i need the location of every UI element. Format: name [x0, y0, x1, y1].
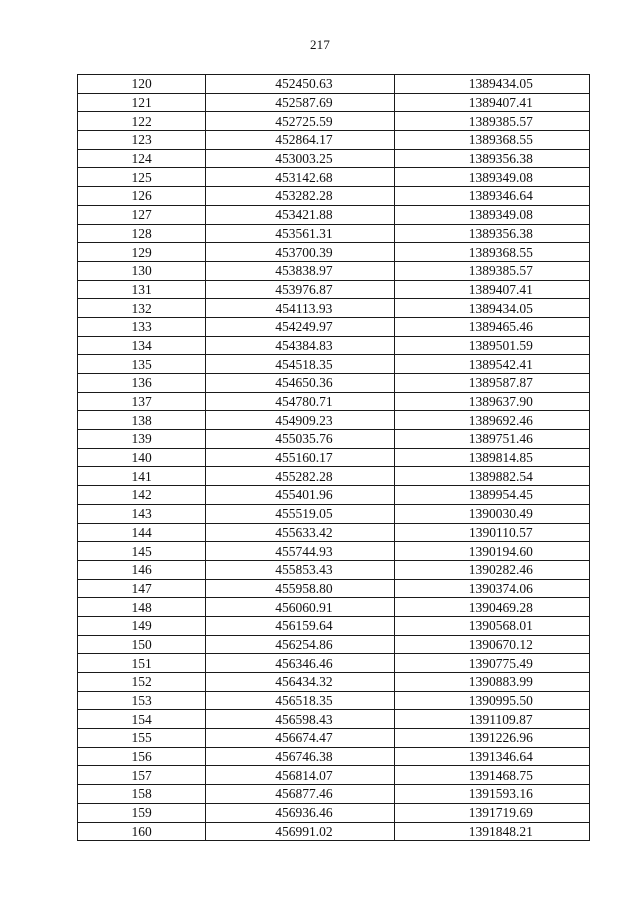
point-number-cell: 138 — [78, 411, 206, 430]
point-number-cell: 160 — [78, 822, 206, 841]
point-number-cell: 145 — [78, 542, 206, 561]
point-number-cell: 152 — [78, 673, 206, 692]
y-coordinate-cell: 1389407.41 — [394, 280, 589, 299]
y-coordinate-cell: 1390670.12 — [394, 635, 589, 654]
point-number-cell: 155 — [78, 729, 206, 748]
x-coordinate-cell: 455035.76 — [206, 430, 394, 449]
point-number-cell: 134 — [78, 336, 206, 355]
point-number-cell: 157 — [78, 766, 206, 785]
point-number-cell: 139 — [78, 430, 206, 449]
y-coordinate-cell: 1389882.54 — [394, 467, 589, 486]
table-row — [78, 616, 590, 635]
point-number-cell: 126 — [78, 187, 206, 206]
table-row — [78, 598, 590, 617]
x-coordinate-cell: 455633.42 — [206, 523, 394, 542]
table-row — [78, 448, 590, 467]
y-coordinate-cell: 1389385.57 — [394, 261, 589, 280]
y-coordinate-cell: 1391719.69 — [394, 803, 589, 822]
point-number-cell: 133 — [78, 317, 206, 336]
table-row — [78, 560, 590, 579]
point-number-cell: 121 — [78, 93, 206, 112]
y-coordinate-cell: 1390995.50 — [394, 691, 589, 710]
x-coordinate-cell: 454780.71 — [206, 392, 394, 411]
x-coordinate-cell: 452725.59 — [206, 112, 394, 131]
point-number-cell: 124 — [78, 149, 206, 168]
y-coordinate-cell: 1389349.08 — [394, 205, 589, 224]
y-coordinate-cell: 1390030.49 — [394, 504, 589, 523]
point-number-cell: 131 — [78, 280, 206, 299]
table-row — [78, 280, 590, 299]
y-coordinate-cell: 1391226.96 — [394, 729, 589, 748]
x-coordinate-cell: 453700.39 — [206, 243, 394, 262]
table-row — [78, 654, 590, 673]
y-coordinate-cell: 1390110.57 — [394, 523, 589, 542]
y-coordinate-cell: 1389501.59 — [394, 336, 589, 355]
table-row — [78, 785, 590, 804]
x-coordinate-cell: 454249.97 — [206, 317, 394, 336]
x-coordinate-cell: 456254.86 — [206, 635, 394, 654]
y-coordinate-cell: 1390568.01 — [394, 616, 589, 635]
x-coordinate-cell: 456346.46 — [206, 654, 394, 673]
table-row — [78, 486, 590, 505]
table-row — [78, 187, 590, 206]
page-number: 217 — [309, 37, 331, 52]
x-coordinate-cell: 456060.91 — [206, 598, 394, 617]
point-number-cell: 142 — [78, 486, 206, 505]
y-coordinate-cell: 1389751.46 — [394, 430, 589, 449]
table-row — [78, 467, 590, 486]
y-coordinate-cell: 1389349.08 — [394, 168, 589, 187]
point-number-cell: 158 — [78, 785, 206, 804]
x-coordinate-cell: 456936.46 — [206, 803, 394, 822]
x-coordinate-cell: 453282.28 — [206, 187, 394, 206]
x-coordinate-cell: 456814.07 — [206, 766, 394, 785]
x-coordinate-cell: 454384.83 — [206, 336, 394, 355]
y-coordinate-cell: 1389346.64 — [394, 187, 589, 206]
table-row — [78, 747, 590, 766]
point-number-cell: 144 — [78, 523, 206, 542]
table-row — [78, 168, 590, 187]
table-row — [78, 149, 590, 168]
y-coordinate-cell: 1389637.90 — [394, 392, 589, 411]
table-row — [78, 691, 590, 710]
table-row — [78, 729, 590, 748]
point-number-cell: 150 — [78, 635, 206, 654]
point-number-cell: 143 — [78, 504, 206, 523]
point-number-cell: 140 — [78, 448, 206, 467]
table-row — [78, 112, 590, 131]
x-coordinate-cell: 456877.46 — [206, 785, 394, 804]
point-number-cell: 149 — [78, 616, 206, 635]
table-row — [78, 317, 590, 336]
table-row — [78, 243, 590, 262]
x-coordinate-cell: 455853.43 — [206, 560, 394, 579]
point-number-cell: 129 — [78, 243, 206, 262]
point-number-cell: 123 — [78, 131, 206, 150]
table-row — [78, 205, 590, 224]
y-coordinate-cell: 1389368.55 — [394, 243, 589, 262]
x-coordinate-cell: 456434.32 — [206, 673, 394, 692]
y-coordinate-cell: 1390775.49 — [394, 654, 589, 673]
table-row — [78, 411, 590, 430]
y-coordinate-cell: 1390374.06 — [394, 579, 589, 598]
table-row — [78, 336, 590, 355]
y-coordinate-cell: 1389465.46 — [394, 317, 589, 336]
y-coordinate-cell: 1389434.05 — [394, 299, 589, 318]
y-coordinate-cell: 1391109.87 — [394, 710, 589, 729]
table-row — [78, 504, 590, 523]
x-coordinate-cell: 456674.47 — [206, 729, 394, 748]
point-number-cell: 156 — [78, 747, 206, 766]
y-coordinate-cell: 1390194.60 — [394, 542, 589, 561]
point-number-cell: 136 — [78, 374, 206, 393]
x-coordinate-cell: 456518.35 — [206, 691, 394, 710]
table-row — [78, 542, 590, 561]
point-number-cell: 135 — [78, 355, 206, 374]
point-number-cell: 147 — [78, 579, 206, 598]
y-coordinate-cell: 1389356.38 — [394, 224, 589, 243]
table-row — [78, 261, 590, 280]
table-row — [78, 822, 590, 841]
x-coordinate-cell: 454518.35 — [206, 355, 394, 374]
table-row — [78, 299, 590, 318]
point-number-cell: 127 — [78, 205, 206, 224]
x-coordinate-cell: 456159.64 — [206, 616, 394, 635]
y-coordinate-cell: 1389385.57 — [394, 112, 589, 131]
table-row — [78, 75, 590, 94]
x-coordinate-cell: 453142.68 — [206, 168, 394, 187]
point-number-cell: 154 — [78, 710, 206, 729]
table-row — [78, 392, 590, 411]
x-coordinate-cell: 452864.17 — [206, 131, 394, 150]
table-row — [78, 710, 590, 729]
x-coordinate-cell: 455401.96 — [206, 486, 394, 505]
x-coordinate-cell: 456598.43 — [206, 710, 394, 729]
table-row — [78, 430, 590, 449]
x-coordinate-cell: 452450.63 — [206, 75, 394, 94]
y-coordinate-cell: 1390883.99 — [394, 673, 589, 692]
point-number-cell: 137 — [78, 392, 206, 411]
x-coordinate-cell: 455282.28 — [206, 467, 394, 486]
x-coordinate-cell: 453003.25 — [206, 149, 394, 168]
y-coordinate-cell: 1390469.28 — [394, 598, 589, 617]
y-coordinate-cell: 1391468.75 — [394, 766, 589, 785]
y-coordinate-cell: 1391593.16 — [394, 785, 589, 804]
y-coordinate-cell: 1391346.64 — [394, 747, 589, 766]
y-coordinate-cell: 1389356.38 — [394, 149, 589, 168]
point-number-cell: 130 — [78, 261, 206, 280]
point-number-cell: 132 — [78, 299, 206, 318]
x-coordinate-cell: 456991.02 — [206, 822, 394, 841]
point-number-cell: 153 — [78, 691, 206, 710]
point-number-cell: 125 — [78, 168, 206, 187]
table-row — [78, 93, 590, 112]
y-coordinate-cell: 1389954.45 — [394, 486, 589, 505]
y-coordinate-cell: 1389542.41 — [394, 355, 589, 374]
table-row — [78, 355, 590, 374]
point-number-cell: 122 — [78, 112, 206, 131]
table-row — [78, 224, 590, 243]
y-coordinate-cell: 1389407.41 — [394, 93, 589, 112]
point-number-cell: 151 — [78, 654, 206, 673]
y-coordinate-cell: 1389434.05 — [394, 75, 589, 94]
x-coordinate-cell: 452587.69 — [206, 93, 394, 112]
point-number-cell: 141 — [78, 467, 206, 486]
y-coordinate-cell: 1389692.46 — [394, 411, 589, 430]
table-row — [78, 766, 590, 785]
point-number-cell: 146 — [78, 560, 206, 579]
x-coordinate-cell: 453838.97 — [206, 261, 394, 280]
x-coordinate-cell: 455744.93 — [206, 542, 394, 561]
table-row — [78, 131, 590, 150]
x-coordinate-cell: 453976.87 — [206, 280, 394, 299]
coordinates-table — [77, 74, 590, 841]
point-number-cell: 128 — [78, 224, 206, 243]
table-row — [78, 673, 590, 692]
x-coordinate-cell: 453421.88 — [206, 205, 394, 224]
y-coordinate-cell: 1391848.21 — [394, 822, 589, 841]
x-coordinate-cell: 454909.23 — [206, 411, 394, 430]
table-row — [78, 374, 590, 393]
x-coordinate-cell: 456746.38 — [206, 747, 394, 766]
x-coordinate-cell: 453561.31 — [206, 224, 394, 243]
table-row — [78, 635, 590, 654]
y-coordinate-cell: 1390282.46 — [394, 560, 589, 579]
table-row — [78, 523, 590, 542]
y-coordinate-cell: 1389814.85 — [394, 448, 589, 467]
point-number-cell: 148 — [78, 598, 206, 617]
x-coordinate-cell: 455160.17 — [206, 448, 394, 467]
x-coordinate-cell: 454113.93 — [206, 299, 394, 318]
table-row — [78, 579, 590, 598]
y-coordinate-cell: 1389587.87 — [394, 374, 589, 393]
y-coordinate-cell: 1389368.55 — [394, 131, 589, 150]
point-number-cell: 120 — [78, 75, 206, 94]
x-coordinate-cell: 455958.80 — [206, 579, 394, 598]
coordinates-table-body — [78, 75, 590, 841]
point-number-cell: 159 — [78, 803, 206, 822]
x-coordinate-cell: 454650.36 — [206, 374, 394, 393]
table-row — [78, 803, 590, 822]
x-coordinate-cell: 455519.05 — [206, 504, 394, 523]
